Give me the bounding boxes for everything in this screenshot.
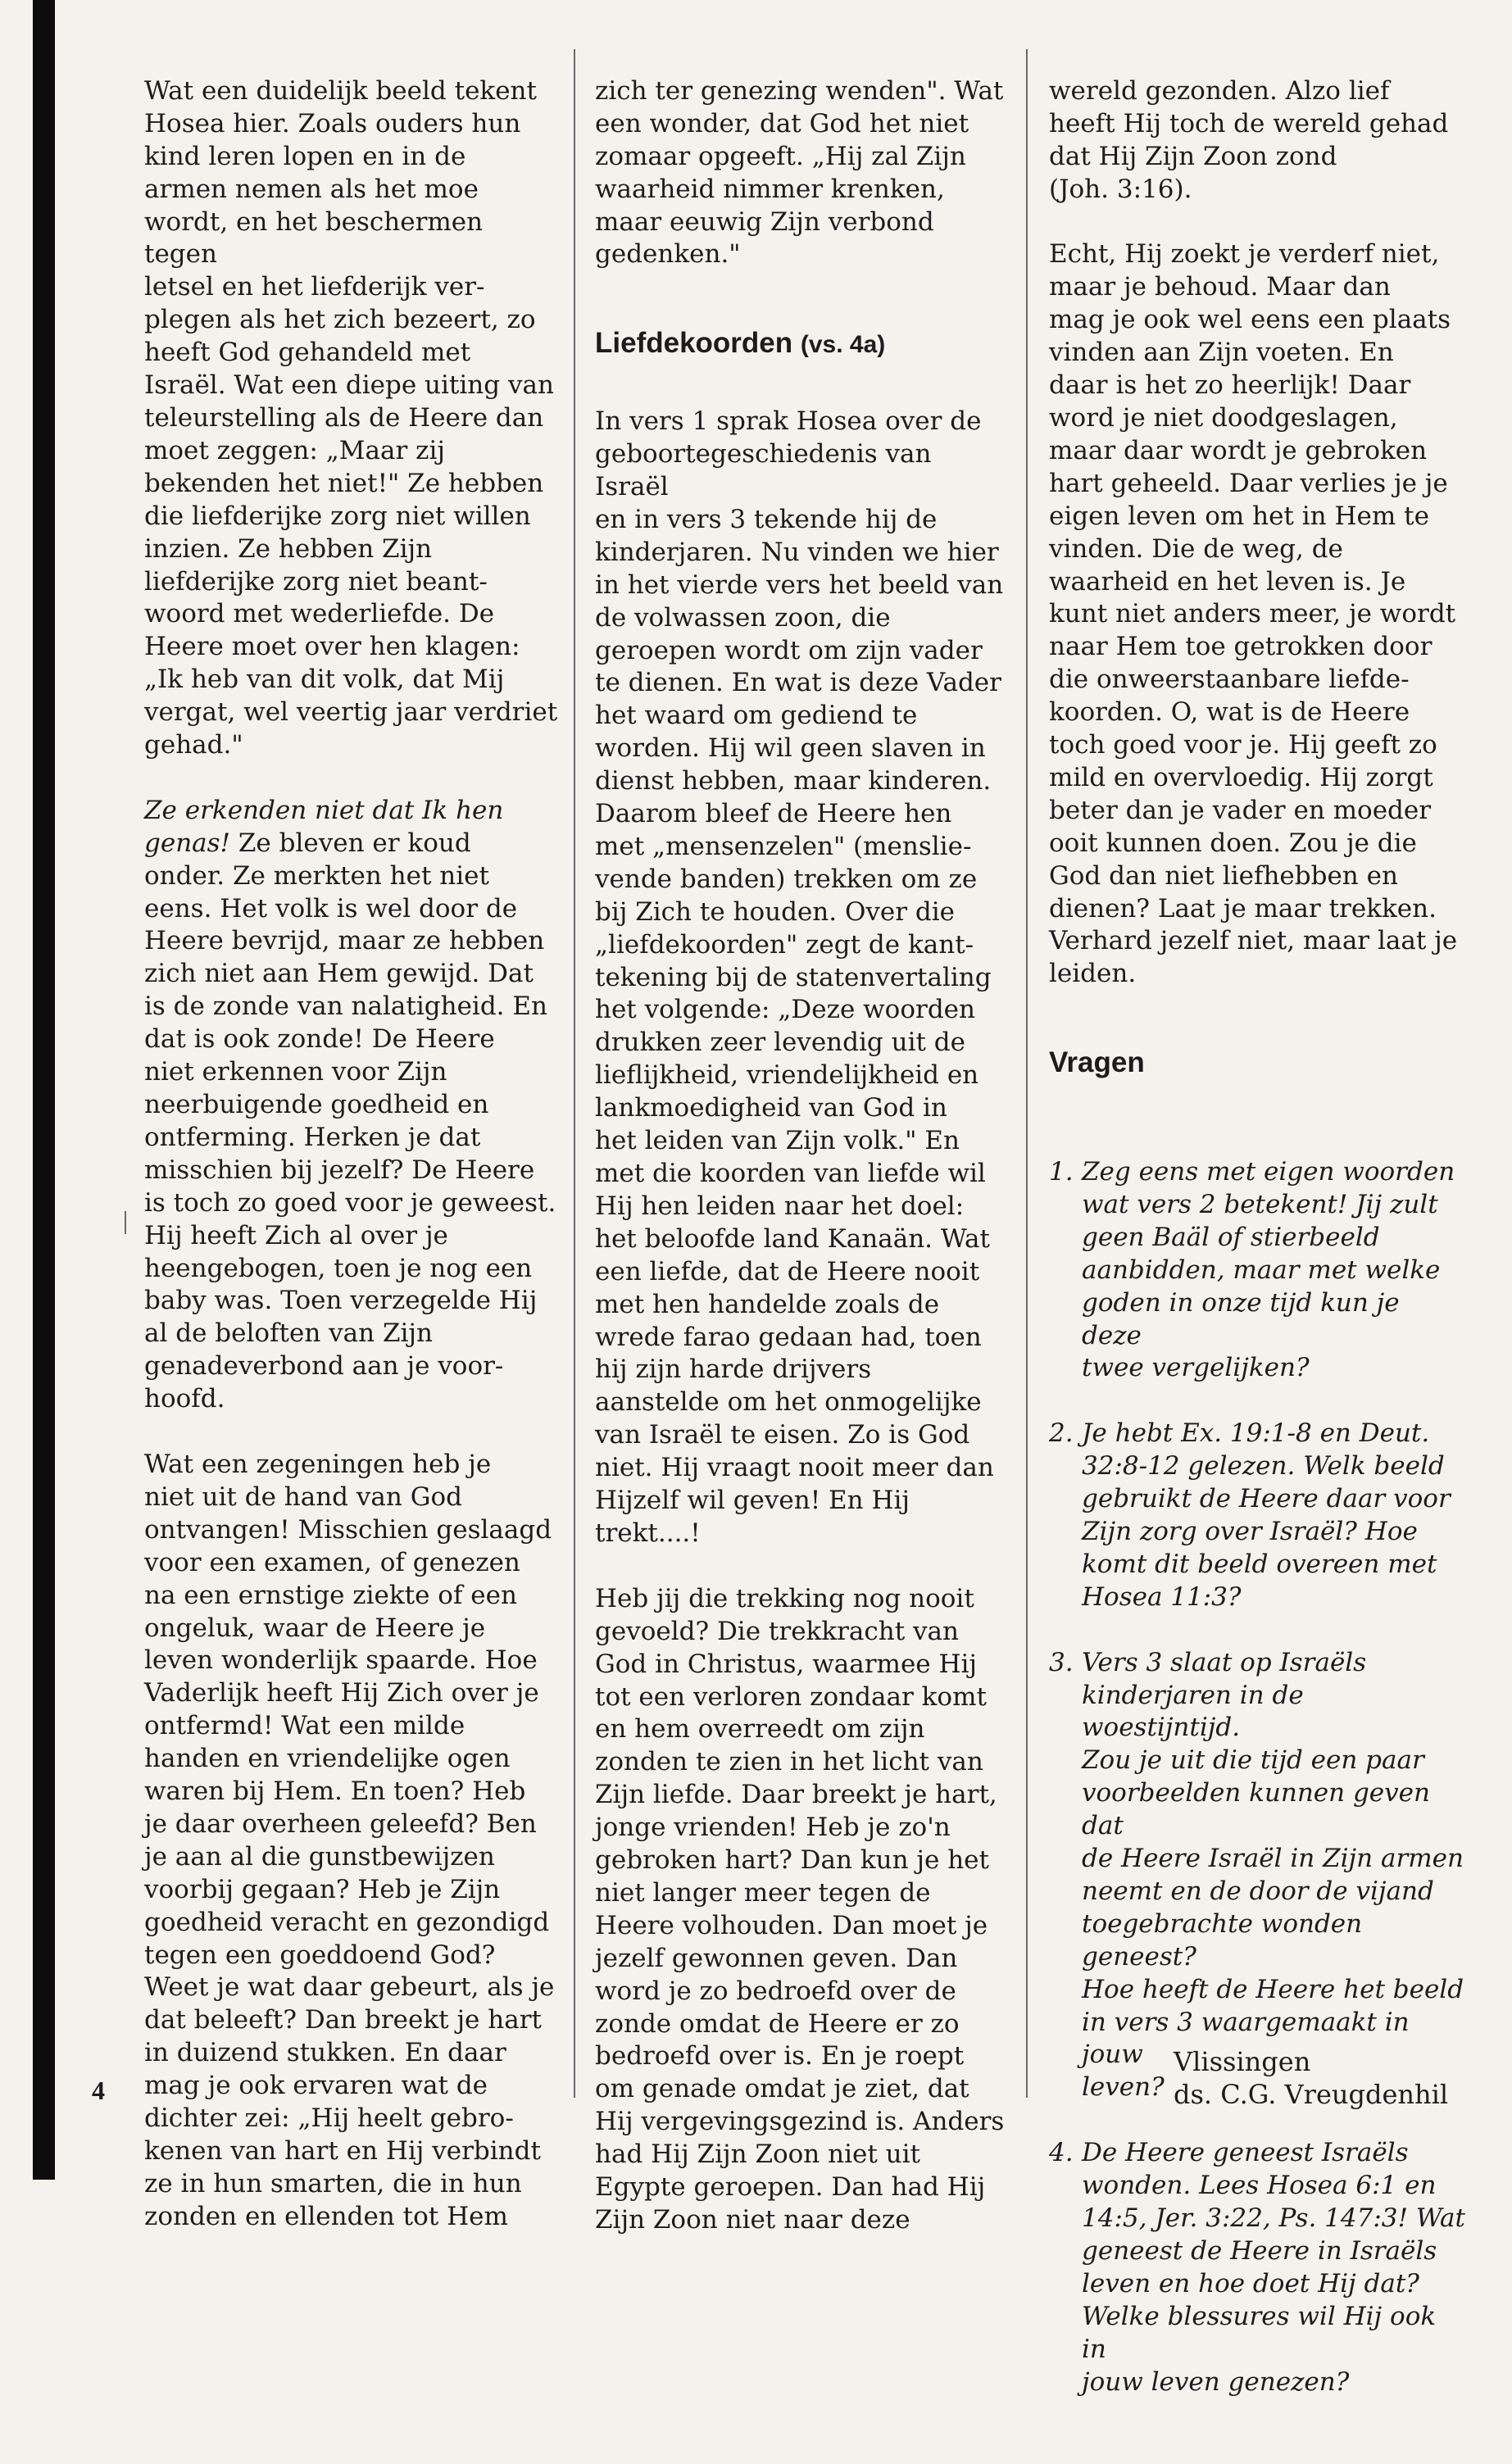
question-item xyxy=(1049,1156,1467,1385)
heading-reference: (vs. 4a) xyxy=(800,331,886,359)
article-column-2 xyxy=(595,43,1005,2270)
paragraph: zich ter genezing wenden". Wat een wonder, dat God het niet zomaar opgeeft. „Hij zal Zijn waarheid nimmer krenken, maar eeuwig Zijn verbond gedenken." xyxy=(595,75,1004,270)
paragraph xyxy=(144,795,558,1416)
question-text: Zeg eens met eigen woorden wat vers 2 betekent! Jij zult geen Baäl of stierbeeld aanbidden, maar met welke goden in onze tijd kun je deze twee vergelijken? xyxy=(1082,1157,1455,1383)
paragraph: Wat een duidelijk beeld tekent Hosea hier. Zoals ouders hun kind leren lopen en in de armen nemen als het moe wordt, en het beschermen tegen letsel en het liefderijk ver- plegen als het zich bezeert, zo heeft God gehandeld met Israël. Wat een diepe uiting van teleurstelling als de Heere dan moet zeggen: „Maar zij bekenden het niet!" Ze hebben die liefderijke zorg niet willen inzien. Ze hebben Zijn liefderijke zorg niet beant- woord met wederliefde. De Heere moet over hen klagen: „Ik heb van dit volk, dat Mij vergat, wel veertig jaar verdriet gehad." xyxy=(144,75,558,760)
column-rule-1 xyxy=(125,1211,126,1234)
signature-author: ds. C.G. Vreugdenhil xyxy=(1174,2079,1449,2110)
column-rule-2 xyxy=(574,49,575,2098)
question-text: Je hebt Ex. 19:1-8 en Deut. 32:8-12 gelezen. Welk beeld gebruikt de Heere daar voor Zijn zorg over Israël? Hoe komt dit beeld overeen met Hosea 11:3? xyxy=(1082,1418,1451,1612)
paragraph: wereld gezonden. Alzo lief heeft Hij toch de wereld gehad dat Hij Zijn Zoon zond (Joh. 3:16). xyxy=(1049,75,1449,204)
question-item xyxy=(1049,1418,1467,1613)
paragraph: Wat een zegeningen heb je niet uit de hand van God ontvangen! Misschien geslaagd voor een examen, of genezen na een ernstige ziekte of een ongeluk, waar de Heere je leven wonderlijk spaarde. Hoe Vaderlijk heeft Hij Zich over je ontfermd! Wat een milde handen en vriendelijke ogen waren bij Hem. En toen? Heb je daar overheen geleefd? Ben je aan al die gunstbewijzen voorbij gegaan? Heb je Zijn goedheid veracht en gezondigd tegen een goeddoend God? Weet je wat daar gebeurt, als je dat beleeft? Dan breekt je hart in duizend stukken. En daar mag je ook ervaren wat de dichter zei: „Hij heelt gebro- kenen van hart en Hij verbindt ze in hun smarten, die in hun zonden en ellenden tot Hem xyxy=(144,1449,555,2231)
question-number: 2. xyxy=(1049,1418,1074,1449)
paragraph: Echt, Hij zoekt je verderf niet, maar je behoud. Maar dan mag je ook wel eens een plaats vinden aan Zijn voeten. En daar is het zo heerlijk! Daar word je niet doodgeslagen, maar daar wordt je gebroken hart geheeld. Daar verlies je je eigen leven om het in Hem te vinden. Die de weg, de waarheid en het leven is. Je kunt niet anders meer, je wordt naar Hem toe getrokken door die onweerstaanbare liefde- koorden. O, wat is de Heere toch goed voor je. Hij geeft zo mild en overvloedig. Hij zorgt beter dan je vader en moeder ooit kunnen doen. Zou je die God dan niet liefhebben en dienen? Laat je maar trekken. Verhard jezelf niet, maar laat je leiden. xyxy=(1049,239,1458,989)
question-item xyxy=(1049,2137,1467,2398)
question-number: 3. xyxy=(1049,1647,1074,1677)
paragraph: Heb jij die trekking nog nooit gevoeld? Die trekkracht van God in Christus, waarmee Hij tot een verloren zondaar komt en hem overreedt om zijn zonden te zien in het licht van Zijn liefde. Daar breekt je hart, jonge vrienden! Heb je zo'n gebroken hart? Dan kun je het niet langer meer tegen de Heere volhouden. Dan moet je jezelf gewonnen geven. Dan word je zo bedroefd over de zonde omdat de Heere er zo bedroefd over is. En je roept om genade omdat je ziet, dat Hij vergevingsgezind is. Anders had Hij Zijn Zoon niet uit Egypte geroepen. Dan had Hij Zijn Zoon niet naar deze xyxy=(595,1583,1005,2235)
questions-list xyxy=(1049,1123,1467,2431)
question-text: Vers 3 slaat op Israëls kinderjaren in de woestijntijd. Zou je uit die tijd een paar voorbeelden kunnen geven dat de Heere Israël in Zijn armen neemt en de door de vijand toegebrachte wonden geneest? Hoe heeft de Heere het beeld in vers 3 waargemaakt in jouw leven? xyxy=(1082,1647,1464,2103)
page-number: 4 xyxy=(92,2076,105,2105)
signature-place: Vlissingen xyxy=(1174,2046,1311,2077)
column-rule-3 xyxy=(1026,49,1028,2098)
section-heading-liefdekoorden xyxy=(595,327,1005,361)
paragraph: In vers 1 sprak Hosea over de geboortegeschiedenis van Israël en in vers 3 tekende hij de kinderjaren. Nu vinden we hier in het vierde vers het beeld van de volwassen zoon, die geroepen wordt om zijn vader te dienen. En wat is deze Vader het waard om gediend te worden. Hij wil geen slaven in dienst hebben, maar kinderen. Daarom bleef de Heere hen met „mensenzelen" (menslie- vende banden) trekken om ze bij Zich te houden. Over die „liefdekoorden" zegt de kant- tekening bij de statenvertaling het volgende: „Deze woorden drukken zeer levendig uit de lieflijkheid, vriendelijkheid en lankmoedigheid van God in het leiden van Zijn volk." En met die koorden van liefde wil Hij hen leiden naar het doel: het beloofde land Kanaän. Wat een liefde, dat de Heere nooit met hen handelde zoals de wrede farao gedaan had, toen hij zijn harde drijvers aanstelde om het onmogelijke van Israël te eisen. Zo is God niet. Hij vraagt nooit meer dan Hijzelf wil geven! En Hij trekt....! xyxy=(595,406,1004,1548)
italic-quote: Ze erkenden niet dat Ik hen genas! xyxy=(144,795,504,858)
heading-text: Liefdekoorden xyxy=(595,327,793,360)
scan-edge-bar xyxy=(33,0,55,2180)
question-item xyxy=(1049,1647,1467,2105)
paragraph-text: Ze bleven er koud onder. Ze merkten het niet eens. Het volk is wel door de Heere bevrijd, maar ze hebben zich niet aan Hem gewijd. Dat is de zonde van nalatigheid. En dat is ook zonde! De Heere niet erkennen voor Zijn neerbuigende goedheid en ontferming. Herken je dat misschien bij jezelf? De Heere is toch zo goed voor je geweest. Hij heeft Zich al over je heengebogen, toen je nog een baby was. Toen verzegelde Hij al de beloften van Zijn genadeverbond aan je voor- hoofd. xyxy=(144,828,556,1414)
question-text: De Heere geneest Israëls wonden. Lees Hosea 6:1 en 14:5, Jer. 3:22, Ps. 147:3! Wat geneest de Heere in Israëls leven en hoe doet Hij dat? Welke blessures wil Hij ook in jouw leven genezen? xyxy=(1082,2138,1465,2397)
question-number: 1. xyxy=(1049,1157,1074,1187)
section-heading-vragen: Vragen xyxy=(1049,1046,1145,1079)
author-signature xyxy=(1174,2045,1448,2111)
article-column-1 xyxy=(144,43,558,2267)
question-number: 4. xyxy=(1049,2138,1074,2168)
